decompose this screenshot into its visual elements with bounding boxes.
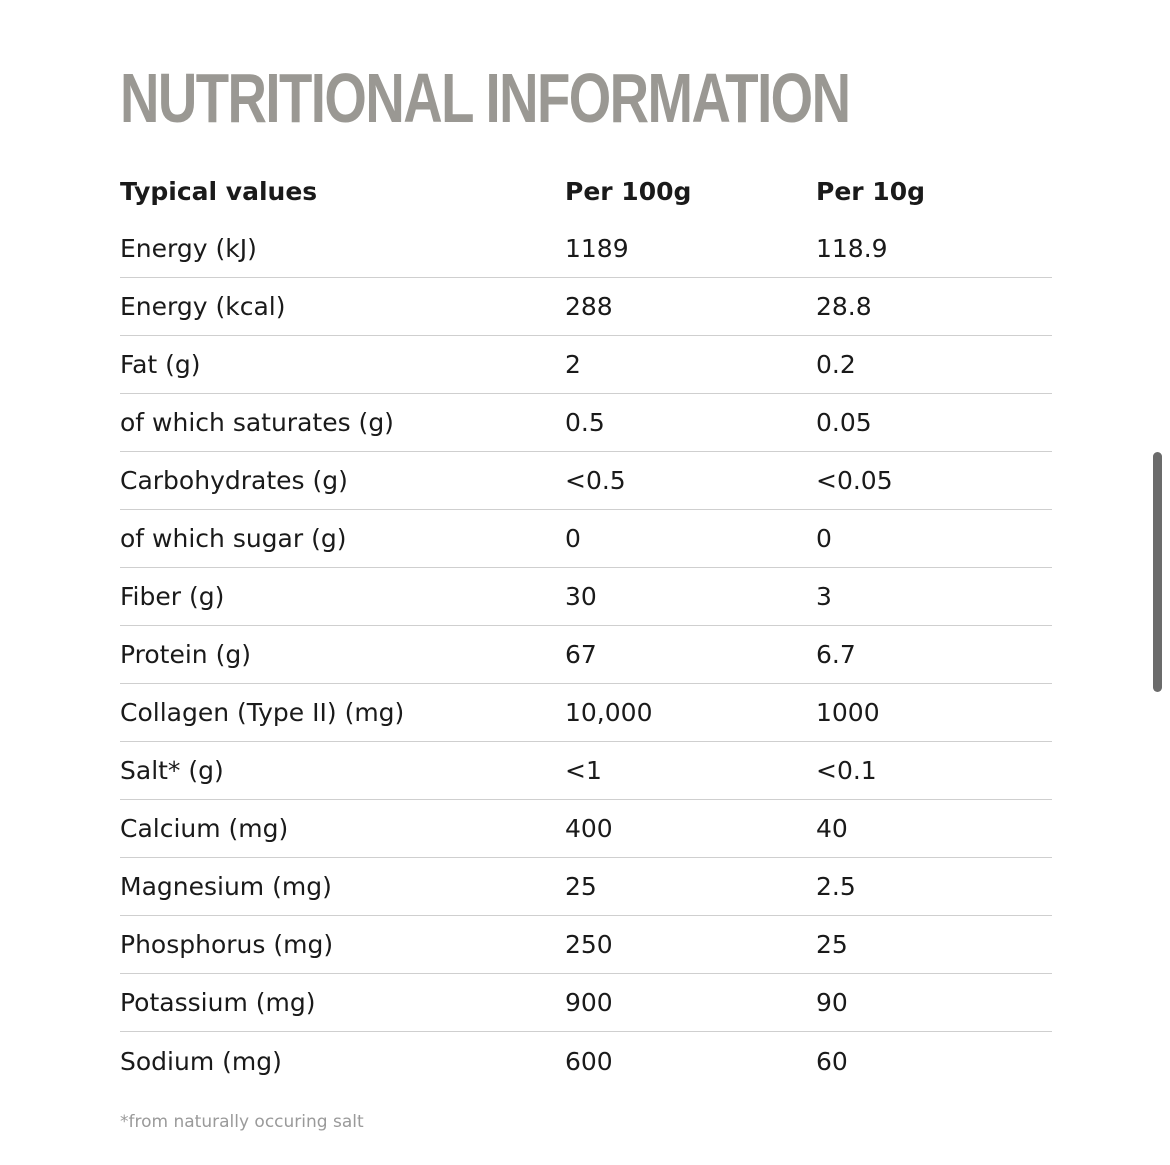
value-per-10g: 6.7	[816, 640, 856, 669]
value-per-100g: 2	[565, 350, 581, 379]
value-per-10g: 3	[816, 582, 832, 611]
nutrient-label: Fiber (g)	[120, 582, 225, 611]
nutrient-label: Energy (kJ)	[120, 234, 257, 263]
table-row	[120, 568, 1052, 626]
table-row	[120, 510, 1052, 568]
table-row	[120, 1032, 1052, 1090]
value-per-10g: 0.05	[816, 408, 872, 437]
value-per-10g: 2.5	[816, 872, 856, 901]
value-per-10g: 28.8	[816, 292, 872, 321]
header-per-100g: Per 100g	[565, 176, 692, 206]
nutrient-label: Sodium (mg)	[120, 1046, 282, 1076]
table-row	[120, 916, 1052, 974]
table-row	[120, 452, 1052, 510]
value-per-100g: <1	[565, 756, 602, 785]
value-per-100g: 288	[565, 292, 613, 321]
value-per-100g: 67	[565, 640, 597, 669]
value-per-100g: 25	[565, 872, 597, 901]
value-per-10g: 1000	[816, 698, 880, 727]
value-per-100g: 400	[565, 814, 613, 843]
value-per-100g: <0.5	[565, 466, 626, 495]
table-row	[120, 626, 1052, 684]
value-per-100g: 30	[565, 582, 597, 611]
value-per-10g: 0	[816, 524, 832, 553]
value-per-100g: 900	[565, 988, 613, 1017]
value-per-10g: 60	[816, 1046, 848, 1076]
nutrient-label: Salt* (g)	[120, 756, 224, 785]
table-row	[120, 220, 1052, 278]
scrollbar[interactable]	[1153, 452, 1162, 692]
nutrient-label: Magnesium (mg)	[120, 872, 332, 901]
table-row	[120, 858, 1052, 916]
value-per-10g: 25	[816, 930, 848, 959]
nutrient-label: Calcium (mg)	[120, 814, 289, 843]
value-per-100g: 1189	[565, 234, 629, 263]
value-per-100g: 0	[565, 524, 581, 553]
value-per-100g: 0.5	[565, 408, 605, 437]
table-row	[120, 336, 1052, 394]
table-row	[120, 278, 1052, 336]
table-row	[120, 800, 1052, 858]
table-row	[120, 742, 1052, 800]
table-row	[120, 394, 1052, 452]
value-per-10g: 118.9	[816, 234, 888, 263]
nutrient-label: of which sugar (g)	[120, 524, 347, 553]
nutrient-label: Collagen (Type II) (mg)	[120, 698, 405, 727]
table-header-row	[120, 162, 1052, 220]
header-typical-values: Typical values	[120, 176, 318, 206]
table-row	[120, 974, 1052, 1032]
value-per-10g: <0.05	[816, 466, 893, 495]
page-title: NUTRITIONAL INFORMATION	[120, 59, 850, 137]
value-per-10g: <0.1	[816, 756, 877, 785]
value-per-10g: 40	[816, 814, 848, 843]
table-row	[120, 684, 1052, 742]
nutrient-label: Phosphorus (mg)	[120, 930, 334, 959]
nutrient-label: Fat (g)	[120, 350, 201, 379]
value-per-100g: 600	[565, 1046, 613, 1076]
nutrition-table	[120, 162, 1052, 1090]
footnote: *from naturally occuring salt	[120, 1112, 364, 1132]
nutrient-label: Carbohydrates (g)	[120, 466, 348, 495]
nutrient-label: of which saturates (g)	[120, 408, 394, 437]
value-per-10g: 90	[816, 988, 848, 1017]
value-per-100g: 250	[565, 930, 613, 959]
value-per-100g: 10,000	[565, 698, 653, 727]
nutrient-label: Potassium (mg)	[120, 988, 316, 1017]
value-per-10g: 0.2	[816, 350, 856, 379]
nutrient-label: Protein (g)	[120, 640, 251, 669]
header-per-10g: Per 10g	[816, 176, 925, 206]
nutrient-label: Energy (kcal)	[120, 292, 286, 321]
